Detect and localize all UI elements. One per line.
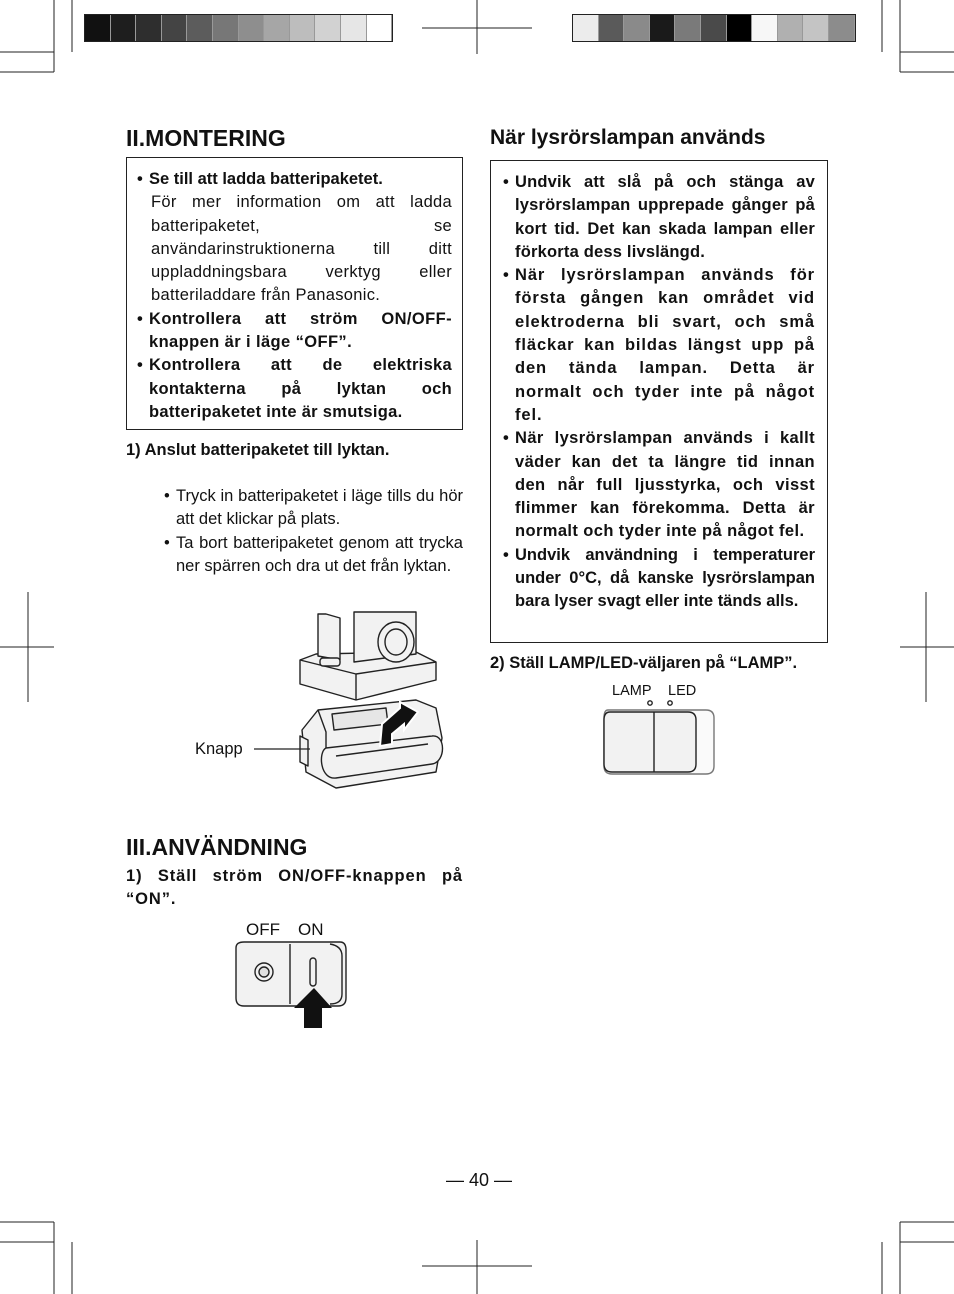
warning-item: • Undvik att slå på och stänga av lysrörslampan upprepade gånger på kort tid. Det kan skada lampan eller förkorta dess livslängd. (503, 173, 815, 261)
calibration-swatch (701, 15, 727, 41)
warning-text: När lysrörslampan används för första gången kan området vid elektroderna bli svart, och små fläckar kan bildas längst upp på den tända lampan. Detta är normalt och tyder inte på något fel. (515, 266, 815, 424)
calibration-swatch (727, 15, 753, 41)
instruction-item: • Ta bort batteripaketet genom att trycka ner spärren och dra ut det från lyktan. (164, 533, 463, 575)
checklist-text: Kontrollera att ström ON/OFF-knappen är i läge “OFF”. (149, 309, 452, 352)
calibration-swatch (187, 15, 213, 41)
selector-label-lamp: LAMP (612, 683, 652, 699)
checklist-text: Kontrollera att de elektriska kontakterna på lyktan och batteripaketet inte är smutsiga. (149, 356, 452, 421)
page-number: ― 40 ― (446, 1170, 513, 1190)
calibration-swatch (290, 15, 316, 41)
battery-attach-illustration (296, 612, 496, 802)
figure-label-knapp: Knapp (195, 740, 243, 758)
calibration-bar-right (572, 14, 856, 42)
warning-item: • När lysrörslampan används i kallt väder kan det ta längre tid innan den når full ljusstyrka, och visst flimmer kan förekomma. Detta är normalt och tyder inte på något fel. (503, 429, 815, 541)
calibration-swatch (650, 15, 676, 41)
checklist-body: För mer information om att ladda batteripaketet, se användarinstruktionerna till ditt uppladdningsbara verktyg eller batteriladdare från Panasonic. (151, 193, 452, 305)
warning-text: Undvik att slå på och stänga av lysrörslampan upprepade gånger på kort tid. Det kan skada lampan eller förkorta dess livslängd. (515, 173, 815, 261)
checklist-item: • Kontrollera att de elektriska kontakterna på lyktan och batteripaketet inte är smutsiga. (137, 356, 452, 421)
switch-label-off: OFF (246, 920, 280, 939)
checklist-lead: Se till att ladda batteripaketet. (149, 170, 383, 188)
calibration-swatch (85, 15, 111, 41)
section-heading-montering: II.MONTERING (126, 125, 286, 151)
leader-line (254, 748, 314, 752)
calibration-swatch (778, 15, 804, 41)
step-lamp-selector: 2) Ställ LAMP/LED-väljaren på “LAMP”. (490, 654, 798, 672)
calibration-swatch (162, 15, 188, 41)
calibration-swatch (573, 15, 599, 41)
section-heading-anvandning: III.ANVÄNDNING (126, 834, 308, 860)
calibration-swatch (752, 15, 778, 41)
instruction-item: • Tryck in batteripaketet i läge tills du hör att det klickar på plats. (164, 487, 463, 529)
calibration-swatch (803, 15, 829, 41)
warning-item: • Undvik användning i temperaturer under 0°C, då kanske lysrörslampan bara lyser svagt eller inte tänds alls. (503, 545, 815, 611)
checklist-item: • Kontrollera att ström ON/OFF-knappen är i läge “OFF”. (137, 309, 452, 352)
on-off-switch-illustration (234, 940, 354, 1030)
switch-label-on: ON (298, 920, 324, 939)
warning-item: • När lysrörslampan används för första gången kan området vid elektroderna bli svart, och små fläckar kan bildas längst upp på den tända lampan. Detta är normalt och tyder inte på något fel. (503, 266, 815, 424)
attach-instructions (164, 485, 463, 578)
section-heading-lysror: När lysrörslampan används (490, 126, 766, 149)
selector-label-led: LED (668, 683, 697, 699)
warning-text: Undvik användning i temperaturer under 0°C, då kanske lysrörslampan bara lyser svagt eller inte tänds alls. (515, 545, 815, 611)
calibration-swatch (599, 15, 625, 41)
calibration-bar-left (84, 14, 393, 42)
checklist-item: • Se till att ladda batteripaketet. (137, 170, 383, 188)
step-attach-battery: 1) Anslut batteripaketet till lyktan. (126, 441, 390, 459)
calibration-swatch (675, 15, 701, 41)
montering-checklist-box (126, 157, 463, 430)
calibration-swatch (111, 15, 137, 41)
calibration-swatch (624, 15, 650, 41)
step-switch-on: 1) Ställ ström ON/OFF-knappen på “ON”. (126, 867, 463, 908)
warning-text: När lysrörslampan används i kallt väder kan det ta längre tid innan den når full ljusstyrka, och visst flimmer kan förekomma. Detta är normalt och tyder inte på något fel. (515, 429, 815, 541)
calibration-swatch (829, 15, 855, 41)
calibration-swatch (341, 15, 367, 41)
calibration-swatch (213, 15, 239, 41)
instruction-text: Ta bort batteripaketet genom att trycka ner spärren och dra ut det från lyktan. (176, 533, 463, 575)
calibration-swatch (136, 15, 162, 41)
instruction-text: Tryck in batteripaketet i läge tills du hör att det klickar på plats. (176, 487, 463, 529)
lysror-warning-box (490, 160, 828, 643)
calibration-swatch (315, 15, 341, 41)
calibration-swatch (239, 15, 265, 41)
calibration-swatch (264, 15, 290, 41)
calibration-swatch (367, 15, 393, 41)
lamp-led-selector-illustration (600, 698, 720, 778)
